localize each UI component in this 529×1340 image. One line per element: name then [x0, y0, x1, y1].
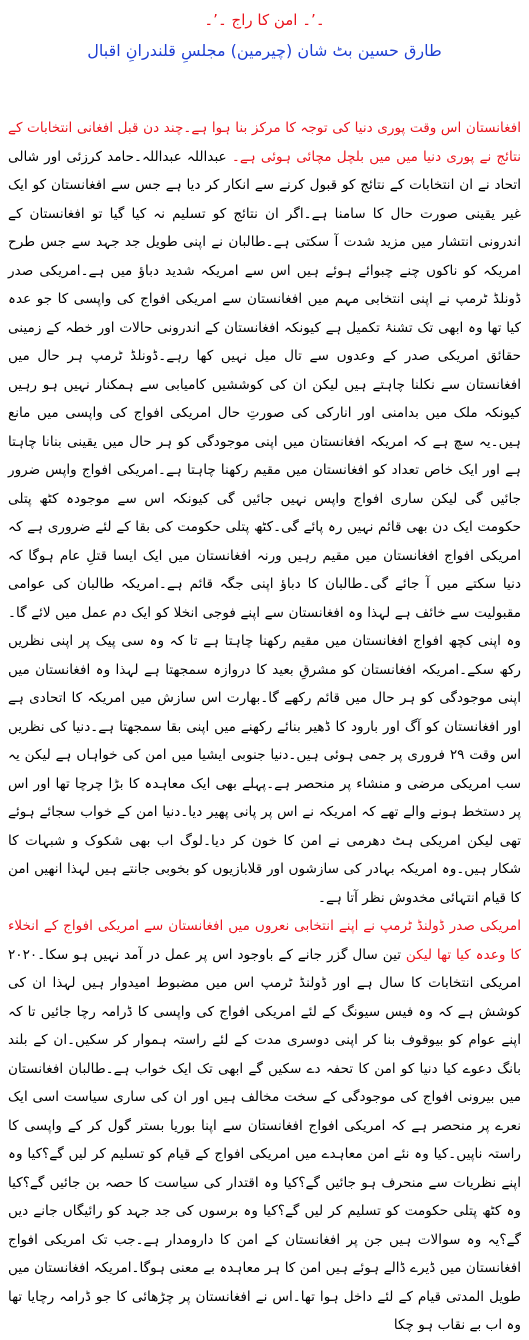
paragraph-2-body: تین سال گزر جانے کے باوجود اس پر عمل در آمد نہیں ہو سکا۔۲۰۲۰ امریکی انتخابات کا سال ہے اور ڈولنڈ ٹرمپ اس میں مضبوط امیدوار ہیں لہذا ان کی کوشش ہے کہ وہ فیس سیونگ کے لئے امریکی افواج کی واپسی کا ڈرامہ رچا جائیں تا کہ اپنے عوام کو بیوقوف بنا کر اپنی دوسری مدت کے لئے راستہ ہموار کر سکیں۔ان کے بلند بانگ دعوے کیا دنیا کو امن کا تحفہ دے سکیں گے ابھی تک ایک خواب ہے۔طالبان افغانستان میں بیرونی افواج کی موجودگی کے سخت مخالف ہیں اور ان کی ساری سیاست اسی ایک نعرے پر منحصر ہے کہ امریکی افواج افغانستان سے اپنا بوریا بستر گول کر کے واپسی کا راستہ ناپیں۔کیا وہ نئے امن معاہدے میں امریکی افواج کے قیام کو تسلیم کر لیں گے؟کیا وہ اپنے نظریات سے منحرف ہو جائیں گے؟کیا وہ اقتدار کی سیاست کا حصہ بن جائیں گے؟کیا وہ کٹھ پتلی حکومت کو تسلیم کر لیں گے؟کیا وہ برسوں کی جد جہد کو رائیگاں جانے دیں گے؟یہ وہ سوالات ہیں جن پر افغانستان کے امن کا دارومدار ہے۔جب تک امریکی افواج افغانستان میں ڈیرے ڈالے ہوئے ہیں امن کا ہر معاہدہ بے معنی ہوگا۔امریکہ افغانستان میں طویل المدتی قیام کے لئے داخل ہوا تھا۔اس نے افغانستان پر چڑھائی کا جو ڈرامہ رچایا تھا وہ اب بے نقاب ہو چکا	[8, 946, 521, 1333]
column-title: ۔٬۔ امن کا راج ۔٬۔	[204, 11, 325, 29]
article-paragraph-1	[8, 114, 521, 912]
paragraph-2-lead: امریکی صدر ڈولنڈ ٹرمپ نے اپنے انتخابی نعروں میں افغانستان سے امریکی افواج کے انخلاء کا وعدہ کیا تھا لیکن	[8, 918, 521, 963]
paragraph-1-lead: افغانستان اس وقت پوری دنیا کی توجہ کا مرکز بنا ہوا ہے۔چند دن قبل افغانی انتخابات کے نتائج نے پوری دنیا میں میں بلچل مچائی ہوئی ہے۔	[8, 120, 521, 165]
author-byline: طارق حسین بٹ شان (چیرمین) مجلسِ قلندرانِ اقبال	[87, 41, 442, 60]
paragraph-1-body: عبداللہ عبداللہ۔حامد کرزئی اور شالی اتحاد نے ان انتخابات کے نتائج کو قبول کرنے سے انکار کر دیا ہے جس سے افغانستان کو ایک غیر یقینی صورت حال کا سامنا ہے۔اگر ان نتائج کو تسلیم نہ کیا گیا تو افغانستان کے اندرونی انتشار میں مزید شدت آ سکتی ہے۔طالبان نے اپنی طویل جد جہد سے جس طرح امریکہ کو ناکوں چنے چبوائے ہوئے ہیں اس سے امریکہ شدید دباؤ میں ہے۔امریکی صدر ڈونلڈ ٹرمپ نے اپنی انتخابی مہم میں افغانستان سے امریکی افواج کی واپسی کا جو عدہ کیا تھا وہ ابھی تک تشنۂ تکمیل ہے کیونکہ افغانستان کے اندرونی حالات اور خطہ کے زمینی حقائق امریکی صدر کے وعدوں سے تال میل نہیں کھا رہے۔ڈونلڈ ٹرمپ ہر حال میں افغانستان سے نکلنا چاہتے ہیں لیکن ان کی کوششیں کامیابی سے ہمکنار نہیں ہو رہیں کیونکہ ملک میں بدامنی اور انارکی کی صورتِ حال امریکی افواج کی واپسی میں مانع ہیں۔یہ سچ ہے کہ امریکہ افغانستان میں اپنی موجودگی کو ہر حال میں یقینی بنانا چاہتا ہے اور ایک خاص تعداد کو افغانستان میں مقیم رکھنا چاہتا ہے۔امریکی افواج واپس ضرور جائیں گی لیکن ساری افواج واپس نہیں جائیں گی کیونکہ اس سے موجودہ کٹھ پتلی حکومت ایک دن بھی قائم نہیں رہ پائے گی۔کٹھ پتلی حکومت کی بقا کے لئے ضروری ہے کہ امریکی افواج افغانستان میں مقیم رہیں ورنہ افغانستان میں ایک ایسا قتلِ عام ہوگا کہ دنیا سکتے میں آ جائے گی۔طالبان کا دباؤ اپنی جگہ قائم ہے۔امریکہ طالبان کی عوامی مقبولیت سے خائف ہے لہذا وہ افغانستان سے اپنے فوجی انخلا کو ایک دم عمل میں لائے گا۔وہ اپنی کچھ افواج افغانستان میں مقیم رکھنا چاہتا ہے تا کہ وہ سی پیک پر اپنی نظریں رکھ سکے۔امریکہ افغانستان کو مشرقِ بعید کا دروازہ سمجھتا ہے لہذا وہ افغانستان میں اپنی موجودگی کو ہر حال میں قائم رکھے گا۔بھارت اس سازش میں امریکہ کا اتحادی ہے اور افغانستان کو آگ اور بارود کا ڈھیر بنائے رکھنے میں اپنی بقا سمجھتا ہے۔دنیا کی نظریں اس وقت ۲۹ فروری پر جمی ہوئی ہیں۔دنیا جنوبی ایشیا میں امن کی خواہاں ہے لیکن یہ سب امریکی مرضی و منشاء پر منحصر ہے۔پہلے بھی ایک معاہدہ کا بڑا چرچا تھا اور اس پر دستخط ہونے والے تھے کہ امریکہ نے اس پر پانی پھیر دیا۔دنیا امن کے خواب سجائے ہوئے تھی لیکن امریکی ہٹ دھرمی نے امن کا خون کر دیا۔لوگ اب بھی شکوک و شبہات کا شکار ہیں۔وہ امریکہ بہادر کی سازشوں اور قلابازیوں کو بخوبی جانتے ہیں لہذا انھیں امن کا قیام انتہائی مخدوش نظر آتا ہے۔	[8, 148, 521, 906]
article-paragraph-2	[8, 912, 521, 1340]
header-gap	[8, 68, 521, 114]
